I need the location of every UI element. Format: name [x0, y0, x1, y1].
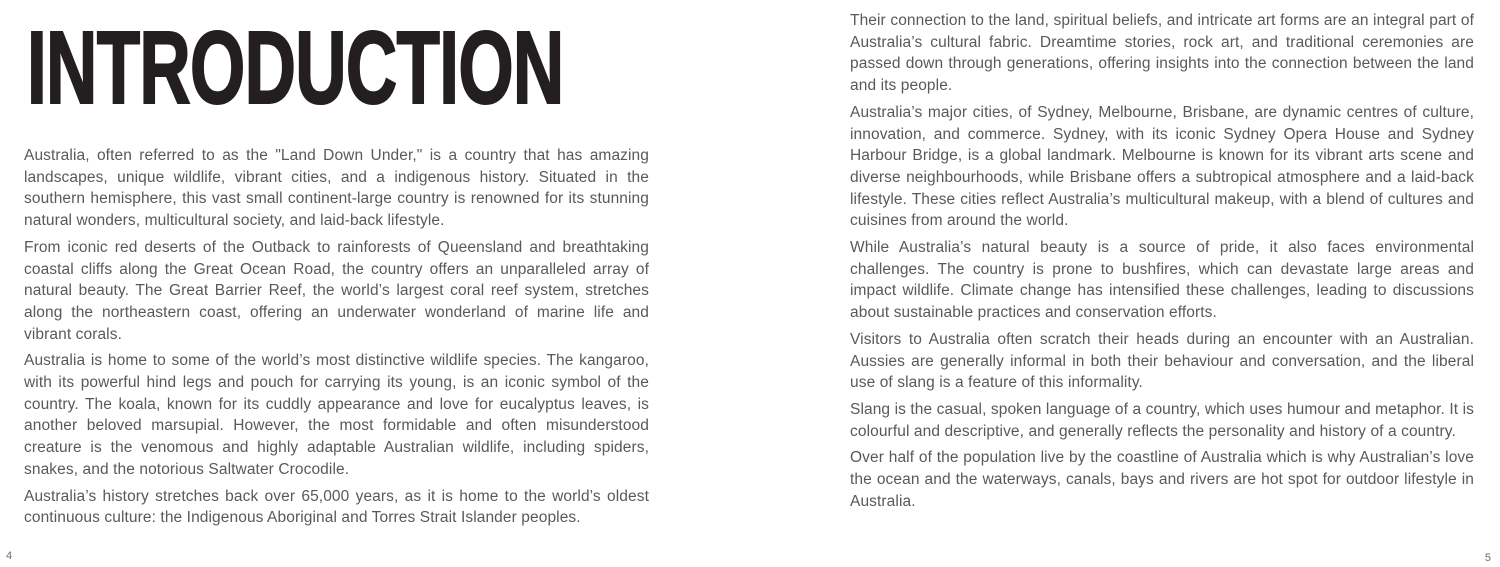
- paragraph: Visitors to Australia often scratch their heads during an encounter with an Australian. Aussies are generally informal in both their behaviour and conversation, and the liberal use of slang is a feature of this informality.: [850, 330, 1474, 392]
- page-title: INTRODUCTION: [27, 10, 564, 125]
- paragraph: While Australia’s natural beauty is a source of pride, it also faces environmental challenges. The country is prone to bushfires, which can devastate large areas and impact wildlife. Climate change has intensified these challenges, leading to discussions about sustainable practices and conservation efforts.: [850, 239, 1474, 322]
- paragraph: Australia, often referred to as the "Land Down Under," is a country that has amazing landscapes, unique wildlife, vibrant cities, and a indigenous history. Situated in the southern hemisphere, this vast small continent-large country is renowned for its stunning natural wonders, multicultural society, and laid-back lifestyle.: [24, 147, 649, 230]
- paragraph: Over half of the population live by the coastline of Australia which is why Australian’s love the ocean and the waterways, canals, bays and rivers are hot spot for outdoor lifestyle in Australia.: [850, 449, 1474, 510]
- paragraph: Slang is the casual, spoken language of a country, which uses humour and metaphor. It is colourful and descriptive, and generally reflects the personality and history of a country.: [850, 400, 1474, 440]
- paragraph: From iconic red deserts of the Outback to rainforests of Queensland and breathtaking coastal cliffs along the Great Ocean Road, the country offers an unparalleled array of natural beauty. The Great Barrier Reef, the world’s largest coral reef system, stretches along the northeastern coast, offering an underwater wonderland of marine life and vibrant corals.: [24, 238, 649, 343]
- paragraph: Australia is home to some of the world’s most distinctive wildlife species. The kangaroo, with its powerful hind legs and pouch for carrying its young, is an iconic symbol of the country. The koala, known for its cuddly appearance and love for eucalyptus leaves, is another beloved marsupial. However, the most formidable and often misunderstood creature is the venomous and highly adaptable Australian wildlife, including spiders, snakes, and the notorious Saltwater Crocodile.: [24, 352, 649, 478]
- paragraph: Australia’s major cities, of Sydney, Melbourne, Brisbane, are dynamic centres of culture, innovation, and commerce. Sydney, with its iconic Sydney Opera House and Sydney Harbour Bridge, is a global landmark. Melbourne is known for its vibrant arts scene and diverse neighbourhoods, while Brisbane offers a subtropical atmosphere and a laid-back lifestyle. These cities reflect Australia’s multicultural makeup, with a blend of cultures and cuisines from around the world.: [850, 103, 1474, 230]
- right-text-column: [850, 10, 1474, 512]
- paragraph: Australia’s history stretches back over 65,000 years, as it is home to the world’s oldest continuous culture: the Indigenous Aboriginal and Torres Strait Islander peoples.: [24, 487, 649, 527]
- page-right: [750, 0, 1500, 567]
- page-number-left: 4: [6, 550, 13, 562]
- left-text-column: [24, 145, 649, 529]
- paragraph: Their connection to the land, spiritual beliefs, and intricate art forms are an integral part of Australia’s cultural fabric. Dreamtime stories, rock art, and traditional ceremonies are passed down through generations, offering insights into the connection between the land and its people.: [850, 12, 1474, 95]
- page-number-right: 5: [1484, 552, 1491, 564]
